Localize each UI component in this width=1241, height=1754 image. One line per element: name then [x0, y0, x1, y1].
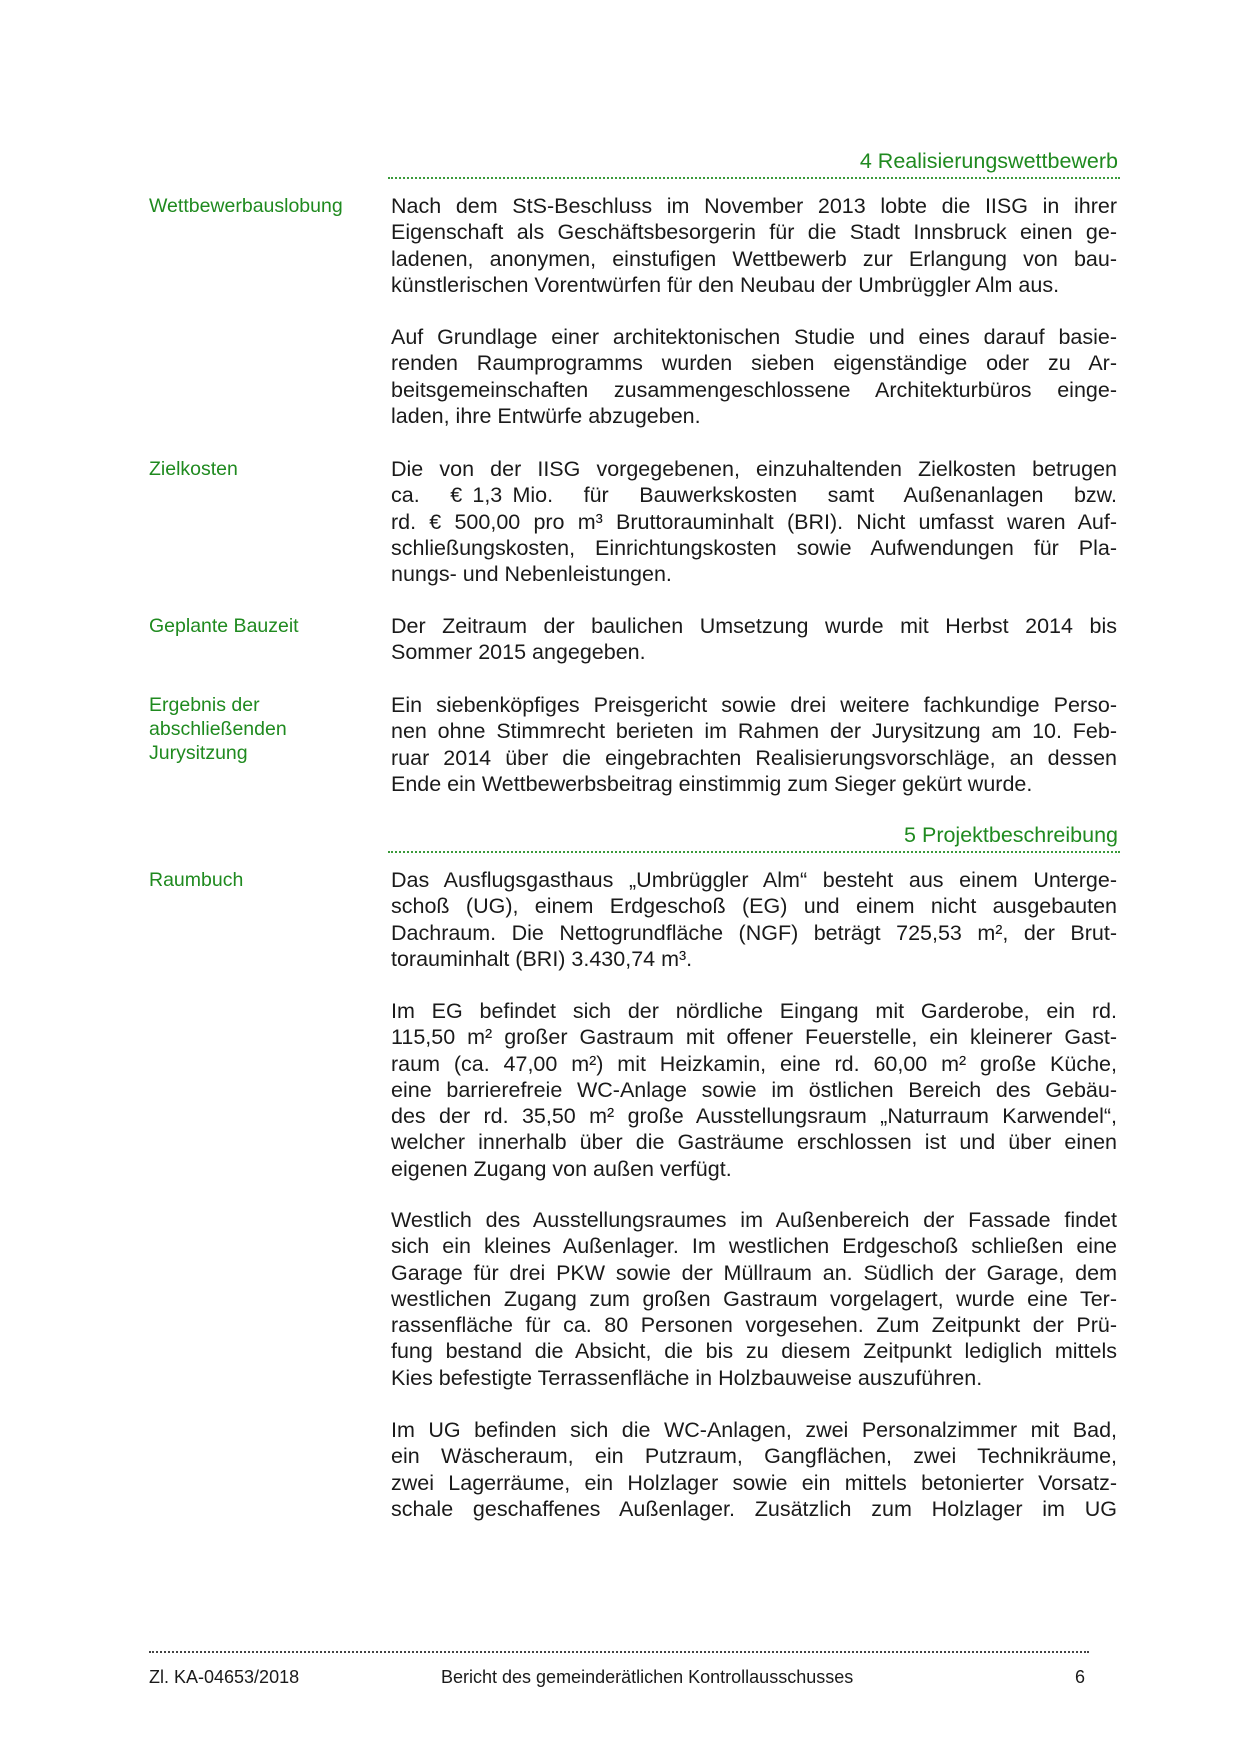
section-heading-5: 5 Projektbeschreibung: [904, 823, 1118, 847]
text-line: ruar 2014 über die eingebrachten Realisierungsvorschläge, an dessen: [391, 745, 1117, 770]
paragraph-bauzeit: [391, 613, 1117, 666]
text-line: Dachraum. Die Nettogrundfläche (NGF) beträgt 725,53 m², der Brut-: [391, 920, 1117, 945]
text-line: zwei Lagerräume, ein Holzlager sowie ein mittels betonierter Vorsatz-: [391, 1470, 1117, 1495]
text-line: Nach dem StS-Beschluss im November 2013 lobte die IISG in ihrer: [391, 194, 1117, 218]
text-line: Kies befestigte Terrassenfläche in Holzbauweise auszuführen.: [391, 1365, 983, 1390]
side-label-jurysitzung: [149, 693, 379, 765]
text-line: Eigenschaft als Geschäftsbesorgerin für die Stadt Innsbruck einen ge-: [391, 220, 1117, 245]
text-line: des der rd. 35,50 m² große Ausstellungsraum „Naturraum Karwendel“,: [391, 1104, 1117, 1129]
text-line: schoß (UG), einem Erdgeschoß (EG) und einem nicht ausgebauten: [391, 894, 1117, 919]
section-rule-5: [388, 851, 1120, 853]
label-line: abschließenden: [149, 718, 287, 740]
page-number: 6: [1075, 1667, 1086, 1687]
text-line: ein Wäscheraum, ein Putzraum, Gangflächen, zwei Technikräume,: [391, 1444, 1117, 1469]
paragraph-wettbewerb-2: [391, 324, 1117, 429]
text-line: rd. € 500,00 pro m³ Bruttorauminhalt (BRI). Nicht umfasst waren Auf-: [391, 509, 1117, 534]
text-line: rassenfläche für ca. 80 Personen vorgesehen. Zum Zeitpunkt der Prü-: [391, 1313, 1117, 1338]
text-line: schale geschaffenes Außenlager. Zusätzlich zum Holzlager im UG: [391, 1496, 1117, 1521]
paragraph-raumbuch-4: [391, 1417, 1117, 1522]
text-line: welcher innerhalb über die Gasträume erschlossen ist und über einen: [391, 1130, 1117, 1155]
paragraph-jurysitzung: [391, 692, 1117, 797]
text-line: Im EG befindet sich der nördliche Eingang mit Garderobe, ein rd.: [391, 999, 1117, 1023]
section-heading-4: 4 Realisierungswettbewerb: [859, 149, 1118, 173]
text-line: Auf Grundlage einer architektonischen Studie und eines darauf basie-: [391, 325, 1117, 349]
text-line: schließungskosten, Einrichtungskosten sowie Aufwendungen für Pla-: [391, 535, 1117, 560]
text-line: sich ein kleines Außenlager. Im westlichen Erdgeschoß schließen eine: [391, 1234, 1117, 1259]
text-line: torauminhalt (BRI) 3.430,74 m³.: [391, 946, 693, 971]
paragraph-raumbuch-2: [391, 998, 1117, 1182]
text-line: laden, ihre Entwürfe abzugeben.: [391, 403, 701, 428]
text-line: Westlich des Ausstellungsraumes im Außenbereich der Fassade findet: [391, 1208, 1117, 1232]
footer-title: Bericht des gemeinderätlichen Kontrollausschusses: [441, 1667, 854, 1687]
text-line: Der Zeitraum der baulichen Umsetzung wurde mit Herbst 2014 bis: [391, 614, 1117, 638]
text-line: eine barrierefreie WC-Anlage sowie im östlichen Bereich des Gebäu-: [391, 1077, 1117, 1102]
side-label-zielkosten: Zielkosten: [149, 458, 238, 480]
side-label-bauzeit: Geplante Bauzeit: [149, 615, 299, 637]
text-line: Ende ein Wettbewerbsbeitrag einstimmig zum Sieger gekürt wurde.: [391, 771, 1033, 796]
text-line: westlichen Zugang zum großen Gastraum vorgelagert, wurde eine Ter-: [391, 1286, 1117, 1311]
text-line: Im UG befinden sich die WC-Anlagen, zwei Personalzimmer mit Bad,: [391, 1418, 1117, 1442]
text-line: nungs- und Nebenleistungen.: [391, 562, 672, 587]
side-label-raumbuch: Raumbuch: [149, 869, 244, 891]
text-line: künstlerischen Vorentwürfen für den Neubau der Umbrüggler Alm aus.: [391, 272, 1060, 297]
text-line: Die von der IISG vorgegebenen, einzuhaltenden Zielkosten betrugen: [391, 457, 1117, 481]
side-label-wettbewerbauslobung: Wettbewerbauslobung: [149, 195, 343, 217]
text-line: ca. € 1,3 Mio. für Bauwerkskosten samt Außenanlagen bzw.: [391, 483, 1117, 508]
text-line: eigenen Zugang von außen verfügt.: [391, 1156, 732, 1181]
footer-rule: [149, 1651, 1089, 1653]
text-line: Das Ausflugsgasthaus „Umbrüggler Alm“ besteht aus einem Unterge-: [391, 868, 1117, 892]
label-line: Ergebnis der: [149, 694, 260, 716]
paragraph-raumbuch-3: [391, 1207, 1117, 1391]
text-line: renden Raumprogramms wurden sieben eigenständige oder zu Ar-: [391, 351, 1117, 376]
text-line: 115,50 m² großer Gastraum mit offener Feuerstelle, ein kleinerer Gast-: [391, 1025, 1117, 1050]
text-line: Garage für drei PKW sowie der Müllraum an. Südlich der Garage, dem: [391, 1260, 1117, 1285]
paragraph-zielkosten: [391, 456, 1117, 587]
section-rule-4: [388, 177, 1120, 179]
footer-reference: Zl. KA-04653/2018: [149, 1667, 300, 1687]
text-line: beitsgemeinschaften zusammengeschlossene Architekturbüros einge-: [391, 377, 1117, 402]
text-line: fung bestand die Absicht, die bis zu diesem Zeitpunkt lediglich mittels: [391, 1339, 1117, 1364]
text-line: ladenen, anonymen, einstufigen Wettbewerb zur Erlangung von bau-: [391, 246, 1117, 271]
text-line: raum (ca. 47,00 m²) mit Heizkamin, eine rd. 60,00 m² große Küche,: [391, 1051, 1117, 1076]
paragraph-wettbewerb-1: [391, 193, 1117, 298]
text-line: Ein siebenköpfiges Preisgericht sowie drei weitere fachkundige Perso-: [391, 693, 1117, 717]
text-line: nen ohne Stimmrecht berieten im Rahmen der Jurysitzung am 10. Feb-: [391, 719, 1117, 744]
paragraph-raumbuch-1: [391, 867, 1117, 972]
label-line: Jurysitzung: [149, 742, 248, 764]
text-line: Sommer 2015 angegeben.: [391, 640, 646, 665]
